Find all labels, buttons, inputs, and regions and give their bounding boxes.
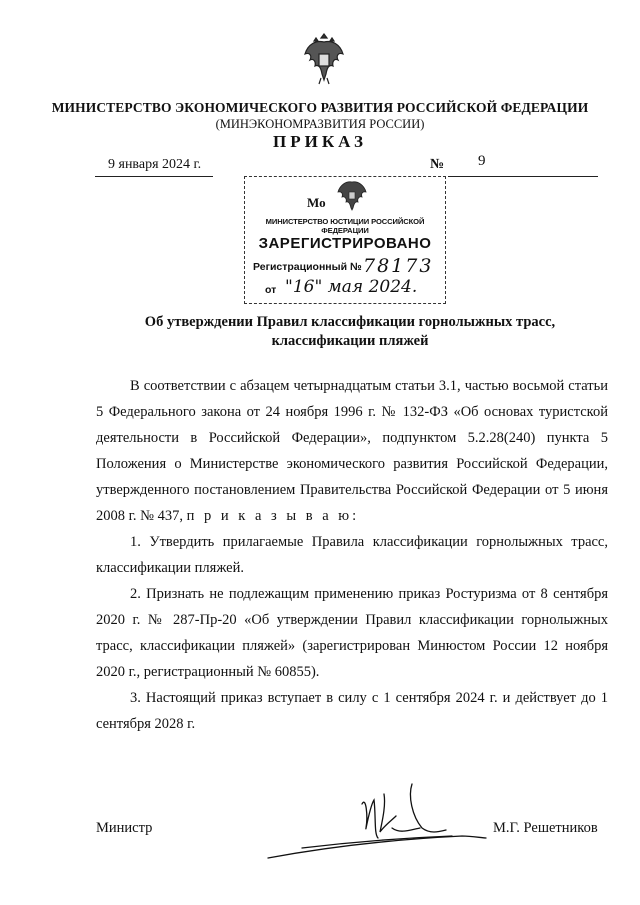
order-date: 9 января 2024 г. xyxy=(108,157,202,172)
order-subject xyxy=(0,313,640,351)
registration-stamp xyxy=(244,176,446,304)
stamp-city: Мо xyxy=(307,195,326,210)
handwritten-signature xyxy=(262,776,492,866)
stamp-eagle-icon xyxy=(335,179,369,211)
russian-coat-of-arms-icon xyxy=(302,30,346,86)
preamble-paragraph xyxy=(96,373,608,529)
ministry-name: МИНИСТЕРСТВО ЭКОНОМИЧЕСКОГО РАЗВИТИЯ РОССИЙСКОЙ ФЕДЕРАЦИИ xyxy=(51,100,589,115)
document-type-title: ПРИКАЗ xyxy=(273,132,367,151)
stamp-reg-number-value: 78173 xyxy=(363,255,434,277)
signer-position: Министр xyxy=(96,820,153,836)
order-number: 9 xyxy=(478,153,486,169)
order-word: п р и к а з ы в а ю: xyxy=(186,508,360,524)
stamp-reg-number-label: Регистрационный № xyxy=(253,261,362,273)
number-underline xyxy=(448,176,598,177)
item-1: 1. Утвердить прилагаемые Правила классификации горнолыжных трасс, классификации пляжей. xyxy=(96,534,608,576)
stamp-date-value: "16" мая 2024. xyxy=(285,277,418,297)
stamp-status: ЗАРЕГИСТРИРОВАНО xyxy=(258,235,432,252)
order-body xyxy=(96,373,608,737)
subject-line-1: Об утверждении Правил классификации горнолыжных трасс, xyxy=(144,314,556,330)
stamp-ministry: МИНИСТЕРСТВО ЮСТИЦИИ РОССИЙСКОЙ ФЕДЕРАЦИИ xyxy=(265,217,425,235)
ministry-short-name: (МИНЭКОНОМРАЗВИТИЯ РОССИИ) xyxy=(215,117,425,131)
item-2: 2. Признать не подлежащим применению приказ Ростуризма от 8 сентября 2020 г. № 287-Пр-20 «Об утверждении Правил классификации горнолыжных трасс, классификации пляжей» (зарегистрирован Минюстом России 12 ноября 2020 г., регистрационный № 60855). xyxy=(96,586,608,680)
number-sign: № xyxy=(430,157,445,172)
date-underline xyxy=(95,176,213,177)
subject-line-2: классификации пляжей xyxy=(271,333,429,349)
preamble-text: В соответствии с абзацем четырнадцатым статьи 3.1, частью восьмой статьи 5 Федерального закона от 24 ноября 1996 г. № 132-ФЗ «Об основах туристской деятельности в Российской Федерации», подпунктом 5.2.28(240) пункта 5 Положения о Министерстве экономического развития Российской Федерации, утвержденного постановлением Правительства Российской Федерации от 5 июня 2008 г. № 437, xyxy=(96,378,608,524)
item-3: 3. Настоящий приказ вступает в силу с 1 сентября 2024 г. и действует до 1 сентября 2028 г. xyxy=(96,690,608,732)
signer-name: М.Г. Решетников xyxy=(493,820,598,836)
stamp-date-label: от xyxy=(265,284,277,296)
